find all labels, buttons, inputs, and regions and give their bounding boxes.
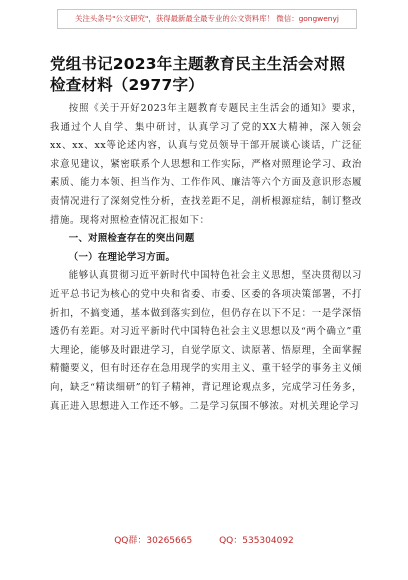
subsection-heading: （一）在理论学习方面。	[68, 251, 176, 263]
footer-qq: QQ：535304092	[219, 536, 294, 546]
intro-paragraph: 按照《关于开好2023年主题教育专题民主生活会的通知》要求，我通过个人自学、集中研讨，认真学习了党的XX大精神，深入领会xx、xx、xx等论述内容，认真与党员领导干部开展谈心谈话，广泛征求意见建议，紧密联系个人思想和工作实际，严格对照理论学习、政治素质、能力本领、担当作为、工作作风、廉洁等六个方面及意识形态履责情况进行了深刻党性分析，查找差距不足，剖析根源症结，制订整改措施。现将对照检查情况汇报如下：	[50, 103, 362, 226]
document-body	[50, 100, 362, 416]
document-title: 党组书记2023年主题教育民主生活会对照检查材料（2977字）	[50, 55, 346, 94]
body-paragraph: 能够认真贯彻习近平新时代中国特色社会主义思想，坚决贯彻以习近平总书记为核心的党中央和省委、市委、区委的各项决策部署，不打折扣，不搞变通，基本做到落实到位，但仍存在以下不足：一是学深悟透仍有差距。对习近平新时代中国特色社会主义思想以及“两个确立”重大理论，能够及时跟进学习，自觉学原文、读原著、悟原理，全面掌握精髓要义，但有时还存在急用现学的实用主义、重干轻学的事务主义倾向，缺乏“精读细研”的钉子精神，背记理论观点多，完成学习任务多，真正进入思想进入工作还不够。二是学习氛围不够浓。对机关理论学习	[50, 270, 362, 412]
watermark-banner: 关注头条号"公文研究"，获得最新最全最专业的公文资料库！ 微信：gongwenyj	[57, 9, 357, 29]
footer-qq-group: QQ群：30265665	[114, 536, 193, 546]
section-heading: 一、对照检查存在的突出问题	[68, 233, 195, 245]
footer-contact	[0, 533, 408, 546]
